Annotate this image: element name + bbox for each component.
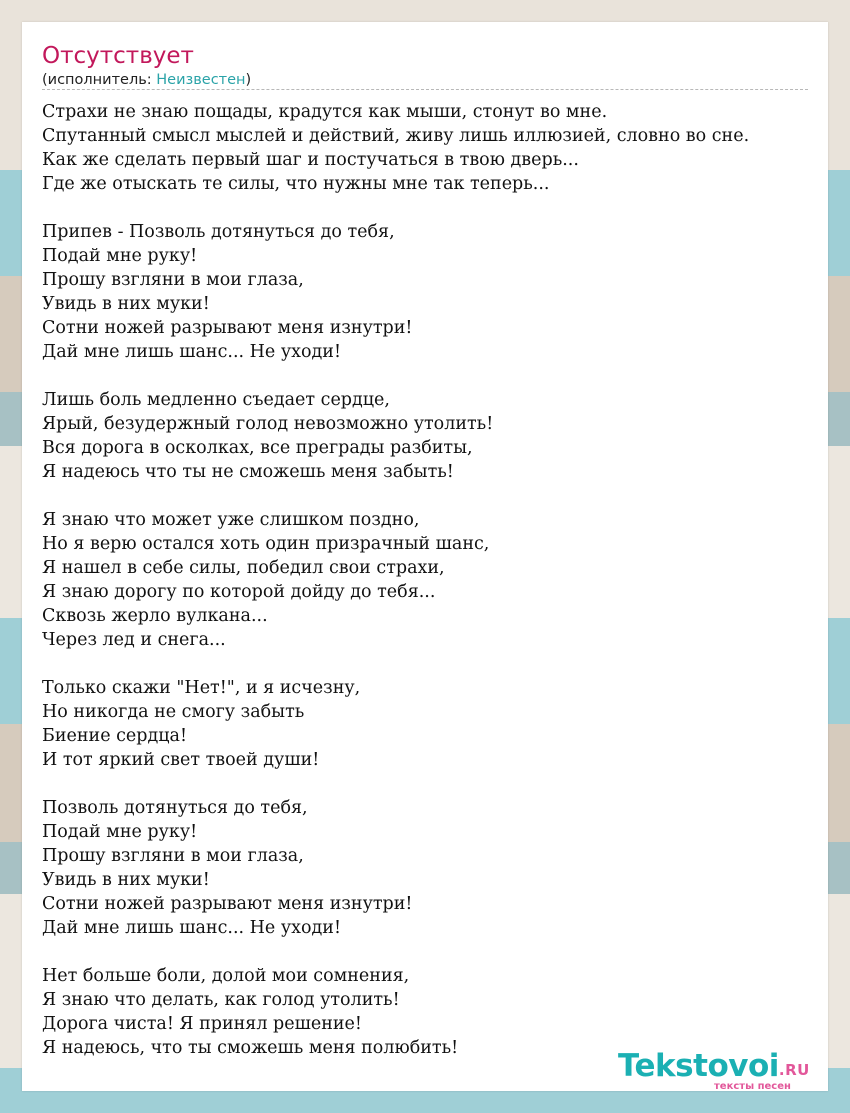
lyric-line: Позволь дотянуться до тебя, <box>42 798 308 818</box>
song-title: Отсутствует <box>42 43 194 69</box>
lyric-line: Увидь в них муки! <box>42 870 210 890</box>
stanza-gap <box>42 940 828 964</box>
lyric-line: Я знаю что может уже слишком поздно, <box>42 510 420 530</box>
lyric-line: Сотни ножей разрывают меня изнутри! <box>42 318 413 338</box>
lyrics-body <box>42 100 828 1060</box>
lyric-line: Страхи не знаю пощады, крадутся как мыши, стонут во мне. <box>42 102 608 122</box>
lyric-line: И тот яркий свет твоей души! <box>42 750 320 770</box>
artist-link[interactable]: Неизвестен <box>156 72 246 88</box>
stanza-gap <box>42 652 828 676</box>
lyrics-stanza <box>42 100 828 196</box>
lyrics-stanza <box>42 964 828 1060</box>
site-logo[interactable] <box>618 1048 828 1091</box>
lyric-line: Я знаю дорогу по которой дойду до тебя... <box>42 582 436 602</box>
lyric-line: Нет больше боли, долой мои сомнения, <box>42 966 410 986</box>
artist-suffix: ) <box>245 72 252 88</box>
lyric-line: Увидь в них муки! <box>42 294 210 314</box>
artist-prefix: (исполнитель: <box>42 72 157 88</box>
lyric-line: Через лед и снега... <box>42 630 226 650</box>
header-divider <box>42 89 808 90</box>
lyric-line: Спутанный смысл мыслей и действий, живу лишь иллюзией, словно во сне. <box>42 126 750 146</box>
lyric-line: Биение сердца! <box>42 726 187 746</box>
lyric-line: Прошу взгляни в мои глаза, <box>42 846 304 866</box>
lyric-line: Но никогда не смогу забыть <box>42 702 305 722</box>
lyrics-stanza <box>42 388 828 484</box>
lyric-line: Сотни ножей разрывают меня изнутри! <box>42 894 413 914</box>
stanza-gap <box>42 772 828 796</box>
lyric-line: Но я верю остался хоть один призрачный шанс, <box>42 534 490 554</box>
lyric-line: Дай мне лишь шанс... Не уходи! <box>42 342 341 362</box>
lyric-line: Дорога чиста! Я принял решение! <box>42 1014 362 1034</box>
lyric-line: Лишь боль медленно съедает сердце, <box>42 390 390 410</box>
lyric-line: Дай мне лишь шанс... Не уходи! <box>42 918 341 938</box>
logo-tld: .RU <box>778 1061 810 1079</box>
lyric-line: Прошу взгляни в мои глаза, <box>42 270 304 290</box>
lyric-line: Я надеюсь что ты не сможешь меня забыть! <box>42 462 454 482</box>
stanza-gap <box>42 364 828 388</box>
lyric-line: Я надеюсь, что ты сможешь меня полюбить! <box>42 1038 459 1058</box>
lyric-line: Сквозь жерло вулкана... <box>42 606 268 626</box>
logo-name: Tekstovoi <box>618 1048 779 1084</box>
lyric-line: Подай мне руку! <box>42 822 198 842</box>
lyric-line: Подай мне руку! <box>42 246 198 266</box>
lyric-line: Я нашел в себе силы, победил свои страхи, <box>42 558 445 578</box>
lyrics-stanza <box>42 220 828 364</box>
logo-tagline: тексты песен <box>714 1081 791 1091</box>
stanza-gap <box>42 196 828 220</box>
lyrics-stanza <box>42 796 828 940</box>
lyrics-stanza <box>42 676 828 772</box>
stanza-gap <box>42 484 828 508</box>
lyric-line: Я знаю что делать, как голод утолить! <box>42 990 400 1010</box>
lyric-line: Как же сделать первый шаг и постучаться в твою дверь... <box>42 150 579 170</box>
lyrics-stanza <box>42 508 828 652</box>
lyric-line: Только скажи "Нет!", и я исчезну, <box>42 678 361 698</box>
lyric-line: Ярый, безудержный голод невозможно утолить! <box>42 414 494 434</box>
lyrics-page-card <box>22 22 828 1091</box>
lyric-line: Где же отыскать те силы, что нужны мне так теперь... <box>42 174 550 194</box>
artist-line <box>42 71 251 89</box>
lyric-line: Вся дорога в осколках, все преграды разбиты, <box>42 438 473 458</box>
lyric-line: Припев - Позволь дотянуться до тебя, <box>42 222 395 242</box>
